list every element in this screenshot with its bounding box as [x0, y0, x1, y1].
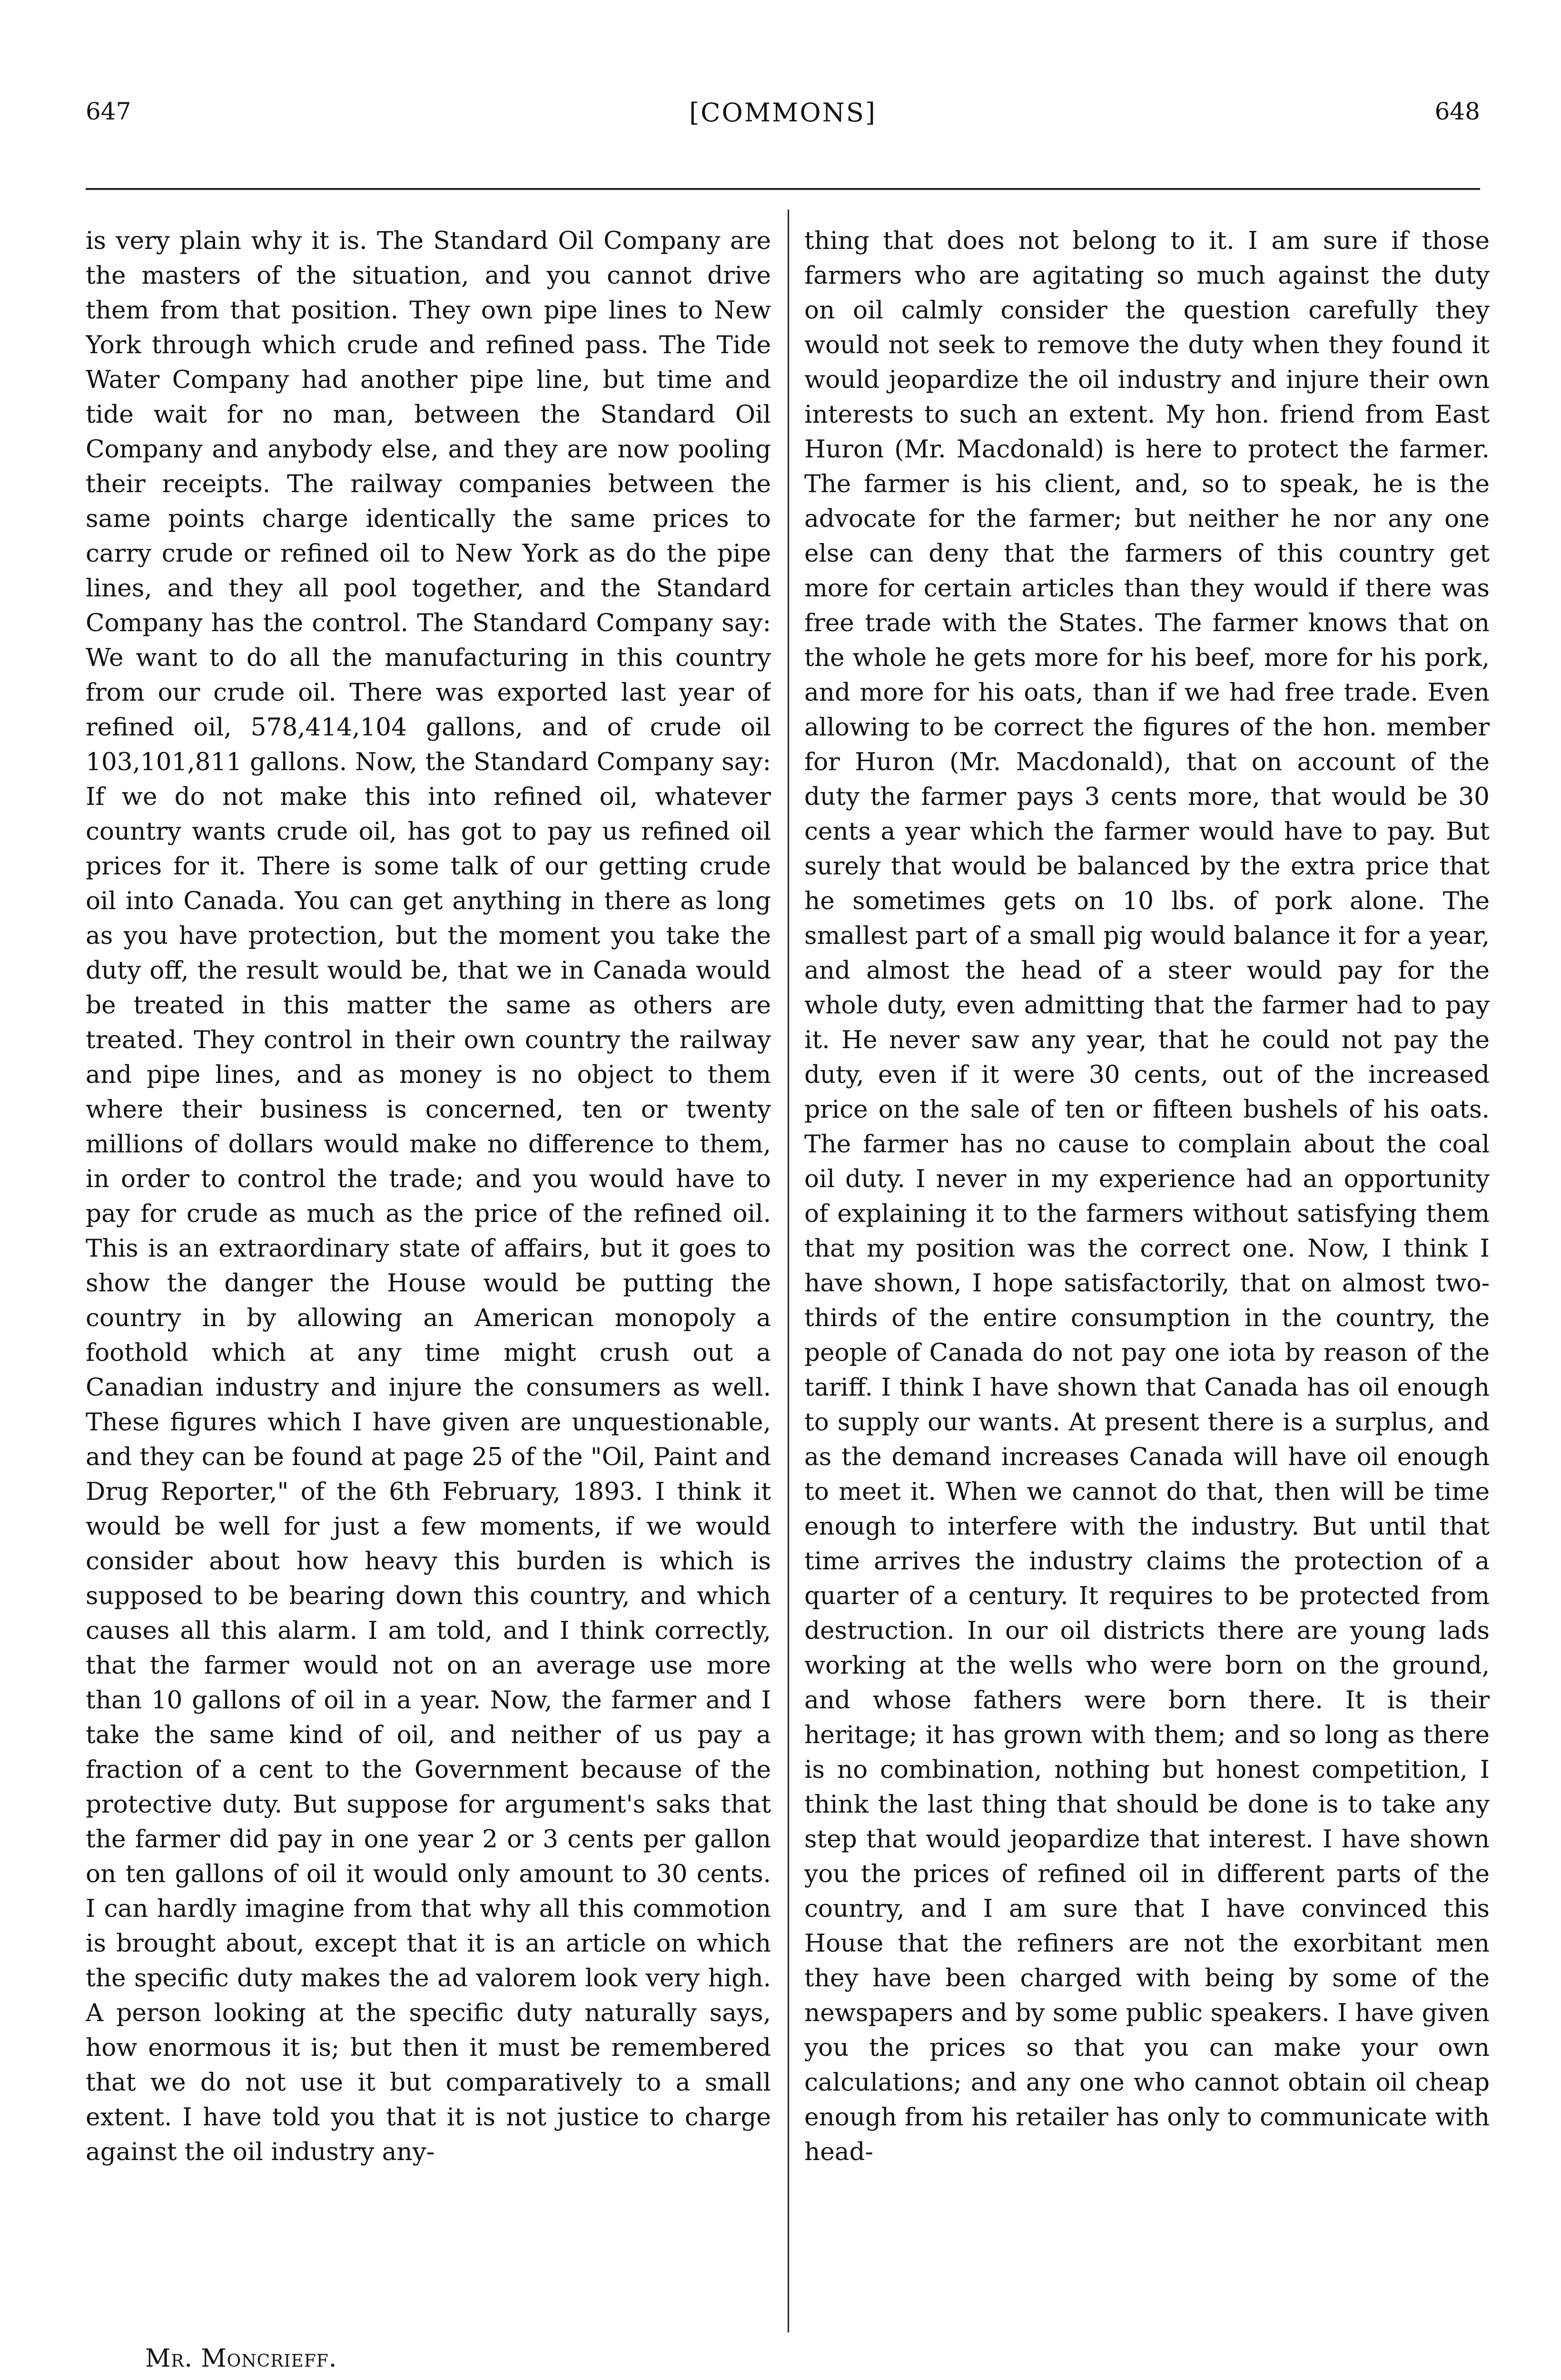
page-number-left: 647: [86, 98, 131, 125]
running-head: [86, 98, 1480, 136]
speaker-footer: Mr. Moncrieff.: [145, 2344, 337, 2373]
page-number-right: 648: [1434, 98, 1480, 125]
header-rule: [86, 188, 1480, 190]
right-column-text: thing that does not belong to it. I am sure if those farmers who are agitating so much against the duty on oil calmly consider the question carefully they would not seek to remove the duty when they found it would jeopardize the oil industry and injure their own interests to such an extent. My hon. friend from East Huron (Mr. Macdonald) is here to protect the farmer. The farmer is his client, and, so to speak, he is the advocate for the farmer; but neither he nor any one else can deny that the farmers of this country get more for certain articles than they would if there was free trade with the States. The farmer knows that on the whole he gets more for his beef, more for his pork, and more for his oats, than if we had free trade. Even allowing to be correct the figures of the hon. member for Huron (Mr. Macdonald), that on account of the duty the farmer pays 3 cents more, that would be 30 cents a year which the farmer would have to pay. But surely that would be balanced by the extra price that he sometimes gets on 10 lbs. of pork alone. The smallest part of a small pig would balance it for a year, and almost the head of a steer would pay for the whole duty, even admitting that the farmer had to pay it. He never saw any year, that he could not pay the duty, even if it were 30 cents, out of the increased price on the sale of ten or fifteen bushels of his oats. The farmer has no cause to complain about the coal oil duty. I never in my experience had an opportunity of explaining it to the farmers without satisfying them that my position was the correct one. Now, I think I have shown, I hope satisfactorily, that on almost two-thirds of the entire consumption in the country, the people of Canada do not pay one iota by reason of the tariff. I think I have shown that Canada has oil enough to supply our wants. At present there is a surplus, and as the demand increases Canada will have oil enough to meet it. When we cannot do that, then will be time enough to interfere with the industry. But until that time arrives the industry claims the protection of a quarter of a century. It requires to be protected from destruction. In our oil districts there are young lads working at the wells who were born on the ground, and whose fathers were born there. It is their heritage; it has grown with them; and so long as there is no combination, nothing but honest competition, I think the last thing that should be done is to take any step that would jeopardize that interest. I have shown you the prices of refined oil in different parts of the country, and I am sure that I have convinced this House that the refiners are not the exorbitant men they have been charged with being by some of the newspapers and by some public speakers. I have given you the prices so that you can make your own calculations; and any one who cannot obtain oil cheap enough from his retailer has only to communicate with head-: [804, 227, 1490, 2166]
column-divider: [788, 209, 789, 2332]
header-title: [COMMONS]: [689, 98, 877, 128]
left-column-text: is very plain why it is. The Standard Oil Company are the masters of the situation, and you cannot drive them from that position. They own pipe lines to New York through which crude and refined pass. The Tide Water Company had another pipe line, but time and tide wait for no man, between the Standard Oil Company and anybody else, and they are now pooling their receipts. The railway companies between the same points charge identically the same prices to carry crude or refined oil to New York as do the pipe lines, and they all pool together, and the Standard Company has the control. The Standard Company say: We want to do all the manufacturing in this country from our crude oil. There was exported last year of refined oil, 578,414,104 gallons, and of crude oil 103,101,811 gallons. Now, the Standard Company say: If we do not make this into refined oil, whatever country wants crude oil, has got to pay us refined oil prices for it. There is some talk of our getting crude oil into Canada. You can get anything in there as long as you have protection, but the moment you take the duty off, the result would be, that we in Canada would be treated in this matter the same as others are treated. They control in their own country the railway and pipe lines, and as money is no object to them where their business is concerned, ten or twenty millions of dollars would make no difference to them, in order to control the trade; and you would have to pay for crude as much as the price of the refined oil. This is an extraordinary state of affairs, but it goes to show the danger the House would be putting the country in by allowing an American monopoly a foothold which at any time might crush out a Canadian industry and injure the consumers as well. These figures which I have given are unquestionable, and they can be found at page 25 of the "Oil, Paint and Drug Reporter," of the 6th February, 1893. I think it would be well for just a few moments, if we would consider about how heavy this burden is which is supposed to be bearing down this country, and which causes all this alarm. I am told, and I think correctly, that the farmer would not on an average use more than 10 gallons of oil in a year. Now, the farmer and I take the same kind of oil, and neither of us pay a fraction of a cent to the Government because of the protective duty. But suppose for argument's saks that the farmer did pay in one year 2 or 3 cents per gallon on ten gallons of oil it would only amount to 30 cents. I can hardly imagine from that why all this commotion is brought about, except that it is an article on which the specific duty makes the ad valorem look very high. A person looking at the specific duty naturally says, how enormous it is; but then it must be remembered that we do not use it but comparatively to a small extent. I have told you that it is not justice to charge against the oil industry any-: [86, 227, 771, 2166]
text-column-right: [804, 224, 1490, 2328]
text-column-left: [86, 224, 771, 2328]
